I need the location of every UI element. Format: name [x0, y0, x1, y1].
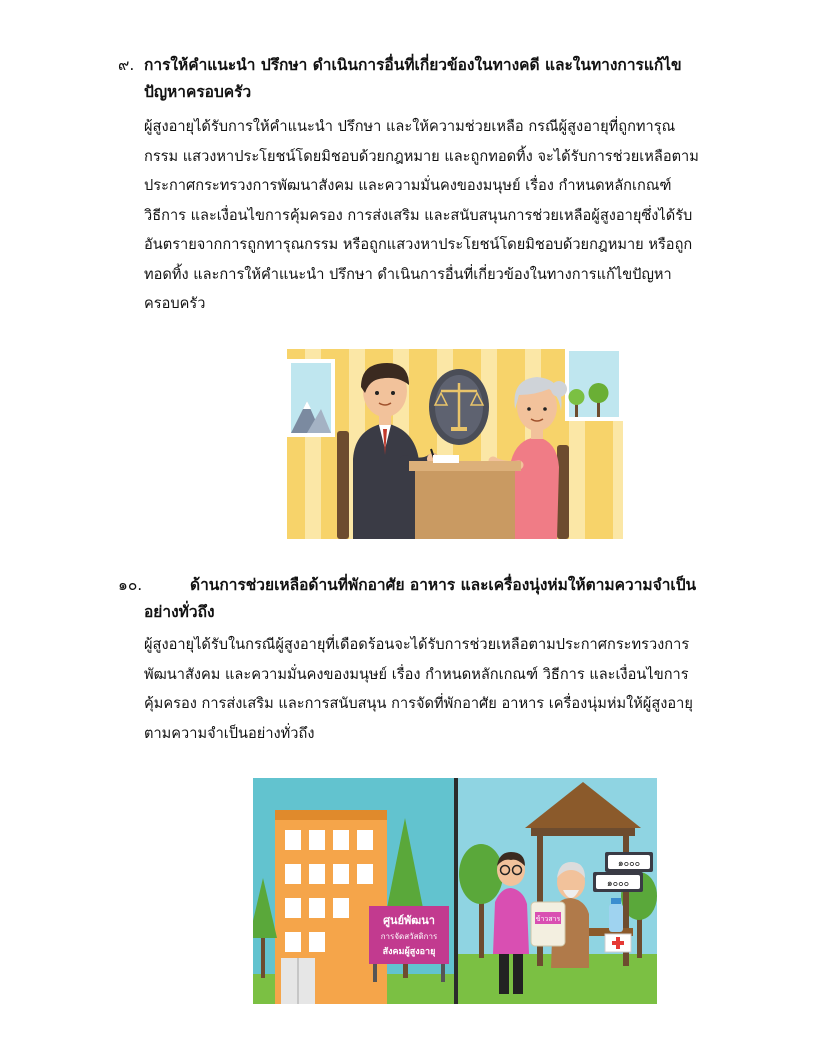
rice-bag — [531, 902, 565, 946]
section-10-heading — [118, 572, 758, 626]
section-10-body — [144, 630, 768, 748]
section-10-body-line: ผู้สูงอายุได้รับในกรณีผู้สูงอายุที่เดือดร้อนจะได้รับการช่วยเหลือตามประกาศกระทรวงการ — [144, 636, 690, 653]
section-9-body-line: ผู้สูงอายุได้รับการให้คำแนะนำ ปรึกษา และให้ความช่วยเหลือ กรณีผู้สูงอายุที่ถูกทารุณ — [144, 118, 676, 135]
section-10-body-line: ตามความจำเป็นอย่างทั่วถึง — [144, 724, 315, 742]
section-9-body — [144, 112, 768, 319]
sign-line-3: สังคมผู้สูงอายุ — [382, 947, 436, 957]
section-9-body-line: วิธีการ และเงื่อนไขการคุ้มครอง การส่งเสริม และสนับสนุนการช่วยเหลือผู้สูงอายุซึ่งได้รับ — [144, 206, 693, 224]
section-9-body-line: ทอดทิ้ง และการให้คำแนะนำ ปรึกษา ดำเนินการอื่นที่เกี่ยวข้องในทางการแก้ไขปัญหา — [144, 265, 672, 283]
money-note-2: ๑๐๐๐ — [606, 879, 630, 889]
section-9-body-line: ประกาศกระทรวงการพัฒนาสังคม และความมั่นคงของมนุษย์ เรื่อง กำหนดหลักเกณฑ์ — [144, 177, 672, 194]
welfare-aid-illustration — [253, 778, 657, 1004]
section-10-heading-line1: ด้านการช่วยเหลือด้านที่พักอาศัย อาหาร และเครื่องนุ่งห่มให้ตามความจำเป็น — [190, 576, 697, 594]
desk — [409, 455, 521, 539]
section-9-heading — [118, 52, 758, 106]
sign-line-1: ศูนย์พัฒนา — [383, 914, 435, 927]
section-9-heading-line1: การให้คำแนะนำ ปรึกษา ดำเนินการอื่นที่เกี่ยวข้องในทางคดี และในทางการแก้ไข — [144, 56, 682, 74]
section-10-body-line: พัฒนาสังคม และความมั่นคงของมนุษย์ เรื่อง กำหนดหลักเกณฑ์ วิธีการ และเงื่อนไขการ — [144, 665, 689, 683]
welfare-scene — [253, 778, 657, 1004]
section-9-heading-line2: ปัญหาครอบครัว — [144, 83, 252, 101]
sign-line-2: การจัดสวัสดิการ — [380, 932, 438, 941]
section-9-body-line: ครอบครัว — [144, 295, 206, 312]
legal-consultation-illustration — [287, 349, 623, 539]
consultation-scene — [287, 349, 623, 539]
section-10-body-line: คุ้มครอง การส่งเสริม และการสนับสนุน การจัดที่พักอาศัย อาหาร เครื่องนุ่มห่มให้ผู้สูงอายุ — [144, 695, 693, 712]
section-9-number: ๙. — [118, 56, 135, 74]
section-9-body-line: กรรม แสวงหาประโยชน์โดยมิชอบด้วยกฎหมาย และถูกทอดทิ้ง จะได้รับการช่วยเหลือตาม — [144, 147, 699, 165]
window-trees — [565, 349, 623, 421]
money-note-1: ๑๐๐๐ — [617, 859, 641, 869]
scales-of-justice-icon — [429, 369, 489, 445]
section-10-heading-line2: อย่างทั่วถึง — [144, 603, 215, 621]
section-10-number: ๑๐. — [118, 576, 143, 594]
rice-bag-label: ข้าวสาร — [535, 915, 561, 923]
window-mountains — [287, 359, 335, 437]
section-9-body-line: อันตรายจากการถูกทารุณกรรม หรือถูกแสวงหาประโยชน์โดยมิชอบด้วยกฎหมาย หรือถูก — [144, 236, 693, 253]
